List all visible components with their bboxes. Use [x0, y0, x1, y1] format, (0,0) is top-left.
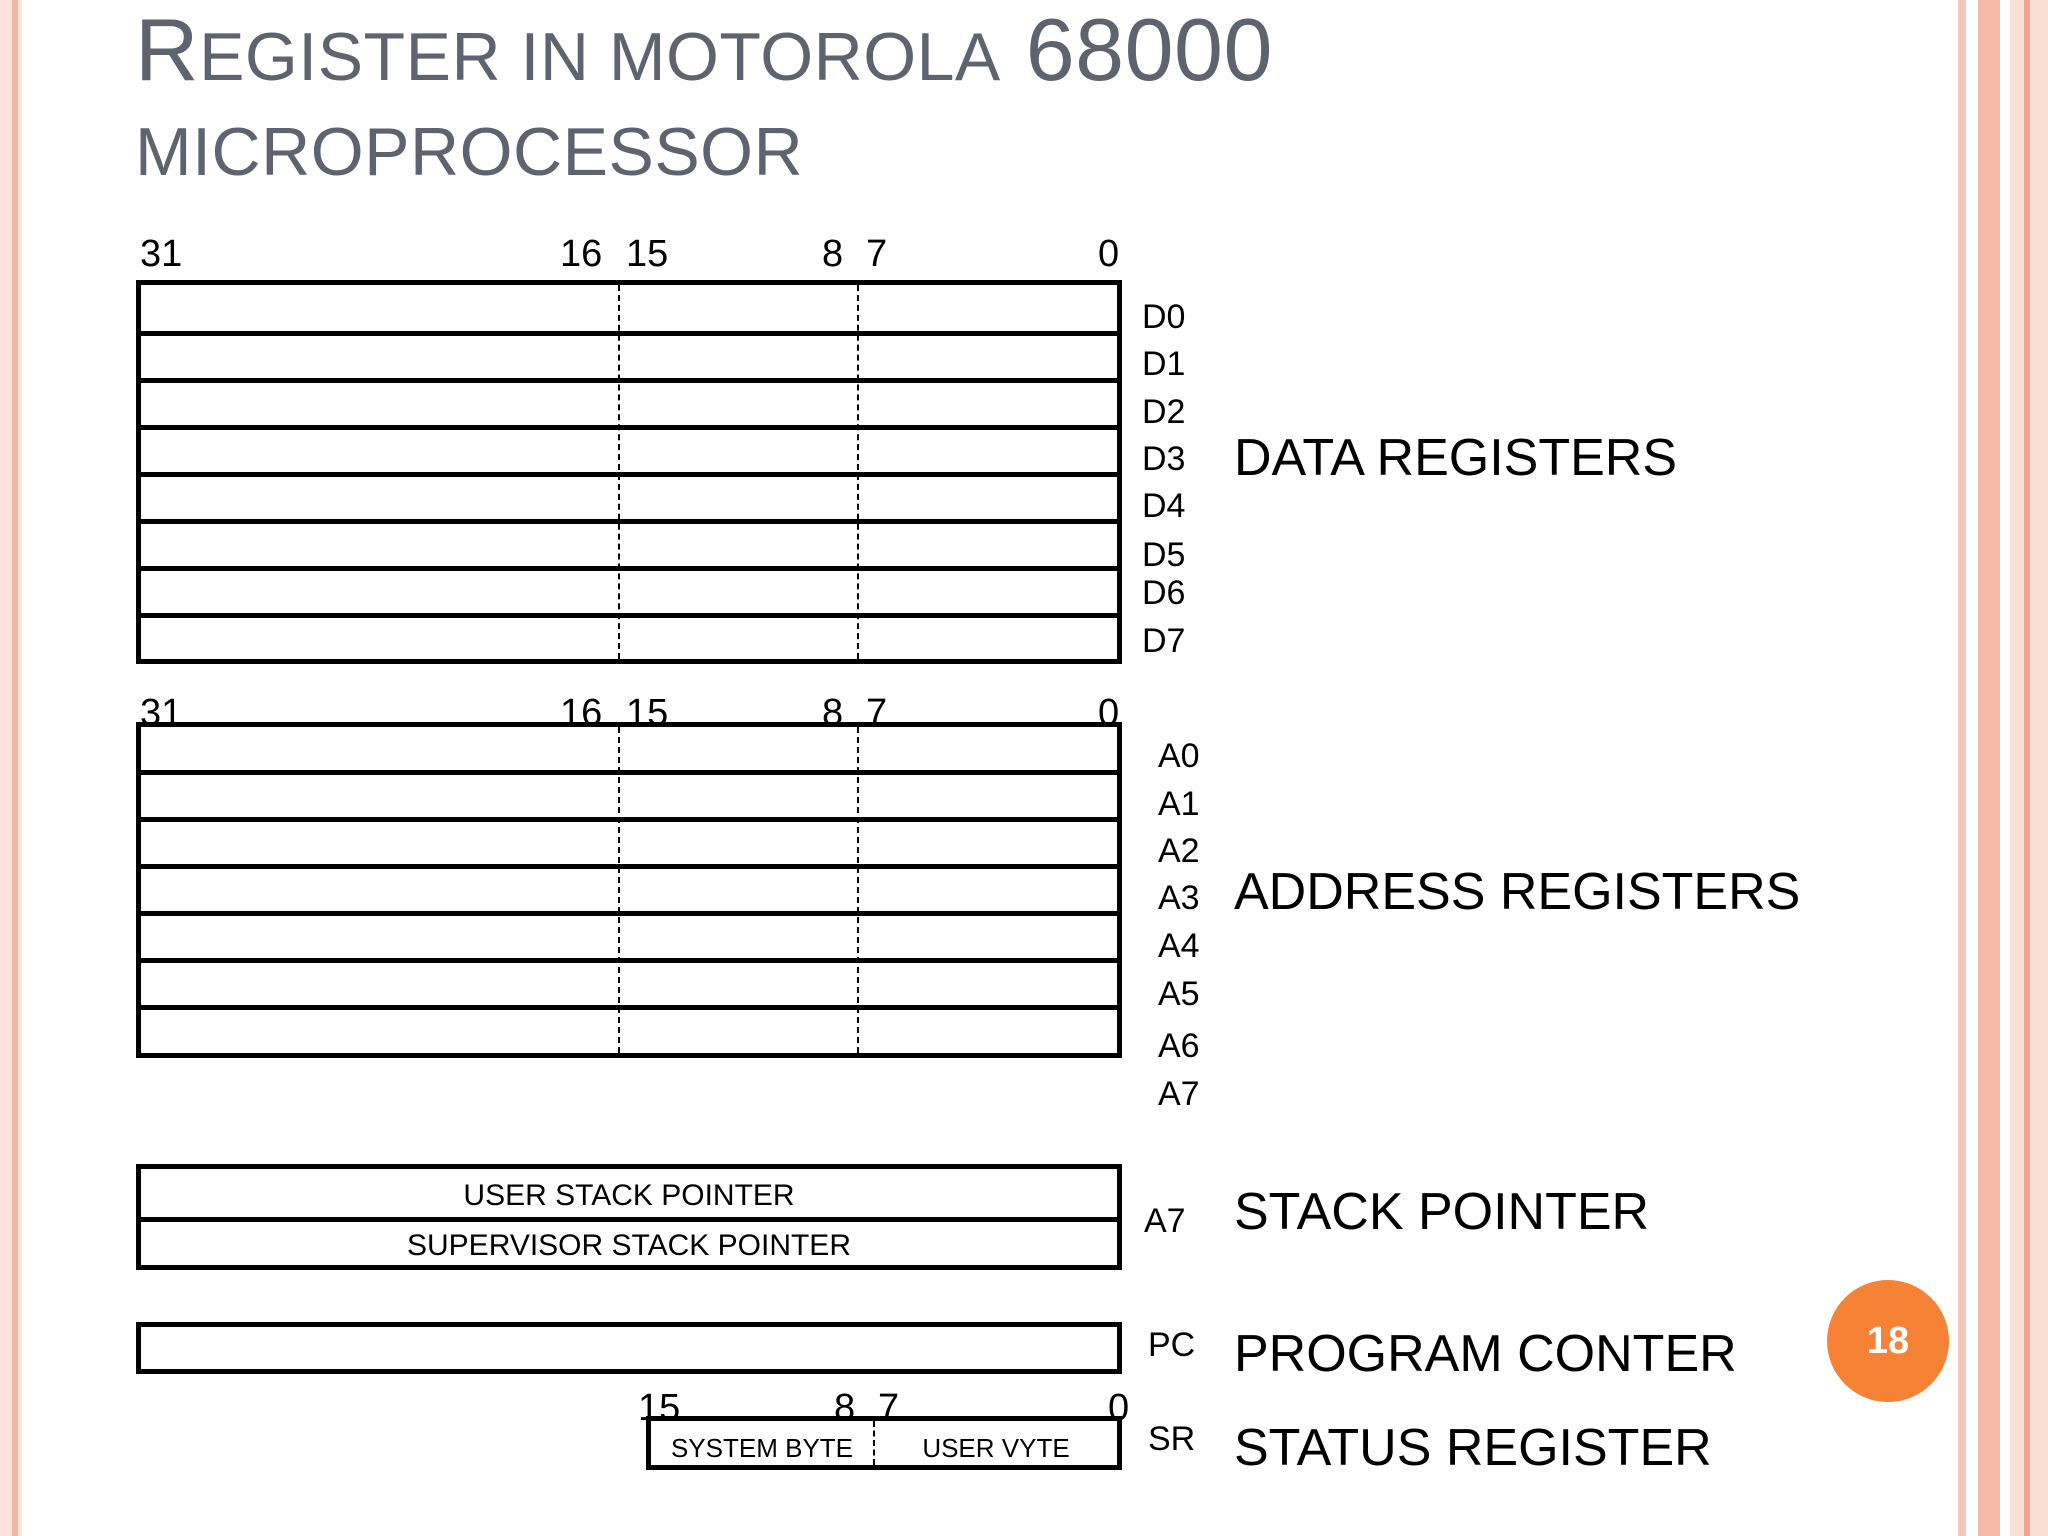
register-pc: PC — [1148, 1326, 1196, 1364]
address-row-divider — [141, 817, 1117, 822]
data-bit-15: 15 — [626, 233, 669, 275]
data-row-divider — [141, 425, 1117, 430]
data-bit-7: 7 — [866, 233, 888, 275]
data-row-divider — [141, 331, 1117, 336]
title-first-letter: R — [135, 0, 200, 99]
register-d1: D1 — [1142, 345, 1186, 383]
sr-bit-8: 8 — [834, 1387, 856, 1429]
data-bit-8: 8 — [822, 233, 844, 275]
data-bit8-divider — [857, 285, 859, 659]
stack-row-divider — [141, 1217, 1117, 1222]
register-a6: A6 — [1158, 1027, 1200, 1065]
address-bit-16: 16 — [560, 692, 603, 734]
register-d0: D0 — [1142, 298, 1186, 336]
system-byte: SYSTEM BYTE — [670, 1433, 854, 1463]
register-a7: A7 — [1158, 1075, 1200, 1113]
title-number: 68000 — [1025, 0, 1273, 99]
register-a4: A4 — [1158, 927, 1200, 965]
data-bit-0: 0 — [1098, 233, 1120, 275]
address-row-divider — [141, 1005, 1117, 1010]
register-d5: D5 — [1142, 536, 1186, 574]
register-a5: A5 — [1158, 975, 1200, 1013]
address-bit-15: 15 — [626, 692, 669, 734]
address-register-table — [136, 722, 1122, 1058]
register-a7-stack: A7 — [1144, 1202, 1186, 1240]
status-register-label: STATUS REGISTER — [1234, 1419, 1712, 1477]
data-registers-label: DATA REGISTERS — [1234, 429, 1678, 487]
register-d3: D3 — [1142, 440, 1186, 478]
sr-bit-15: 15 — [638, 1387, 681, 1429]
right-border-line — [2024, 0, 2030, 1536]
address-bit-0: 0 — [1098, 692, 1120, 734]
program-counter-label: PROGRAM CONTER — [1234, 1325, 1737, 1383]
right-border-stripe-inner — [1978, 0, 2000, 1536]
address-row-divider — [141, 911, 1117, 916]
stack-pointer-label: STACK POINTER — [1234, 1183, 1650, 1241]
title-rest: EGISTER IN MOTOROLA — [199, 19, 1001, 95]
data-row-divider — [141, 613, 1117, 618]
program-counter-box — [136, 1322, 1122, 1374]
register-a2: A2 — [1158, 832, 1200, 870]
register-d7: D7 — [1142, 622, 1186, 660]
address-row-divider — [141, 770, 1117, 775]
data-bit-31: 31 — [140, 233, 183, 275]
address-bit-8: 8 — [822, 692, 844, 734]
data-row-divider — [141, 519, 1117, 524]
register-d6: D6 — [1142, 574, 1186, 612]
user-stack-pointer: USER STACK POINTER — [463, 1179, 795, 1212]
address-bit-7: 7 — [866, 692, 888, 734]
register-a3: A3 — [1158, 879, 1200, 917]
address-bit16-divider — [618, 727, 620, 1053]
stack-pointer-table — [136, 1164, 1122, 1270]
page-number-badge: 18 — [1827, 1280, 1949, 1402]
sr-bit-0: 0 — [1108, 1387, 1130, 1429]
supervisor-stack-pointer: SUPERVISOR STACK POINTER — [407, 1229, 851, 1262]
slide-title-line1 — [135, 0, 1273, 107]
data-register-table — [136, 280, 1122, 664]
address-row-divider — [141, 958, 1117, 963]
left-border-stripe — [0, 0, 22, 1536]
data-row-divider — [141, 378, 1117, 383]
slide-title-line2: MICROPROCESSOR — [135, 114, 804, 190]
right-border-stripe-outer — [1958, 0, 1966, 1536]
register-a0: A0 — [1158, 737, 1200, 775]
status-register-box — [646, 1416, 1122, 1470]
register-sr: SR — [1148, 1420, 1196, 1458]
data-row-divider — [141, 566, 1117, 571]
address-bit8-divider — [857, 727, 859, 1053]
user-byte: USER VYTE — [922, 1433, 1070, 1463]
data-bit-16: 16 — [560, 233, 603, 275]
address-bit-31: 31 — [140, 692, 183, 734]
address-registers-label: ADDRESS REGISTERS — [1234, 863, 1801, 921]
address-row-divider — [141, 864, 1117, 869]
register-d4: D4 — [1142, 487, 1186, 525]
register-a1: A1 — [1158, 785, 1200, 823]
sr-bit-7: 7 — [878, 1387, 900, 1429]
data-row-divider — [141, 472, 1117, 477]
left-border-line — [12, 0, 18, 1536]
data-bit16-divider — [618, 285, 620, 659]
register-d2: D2 — [1142, 393, 1186, 431]
